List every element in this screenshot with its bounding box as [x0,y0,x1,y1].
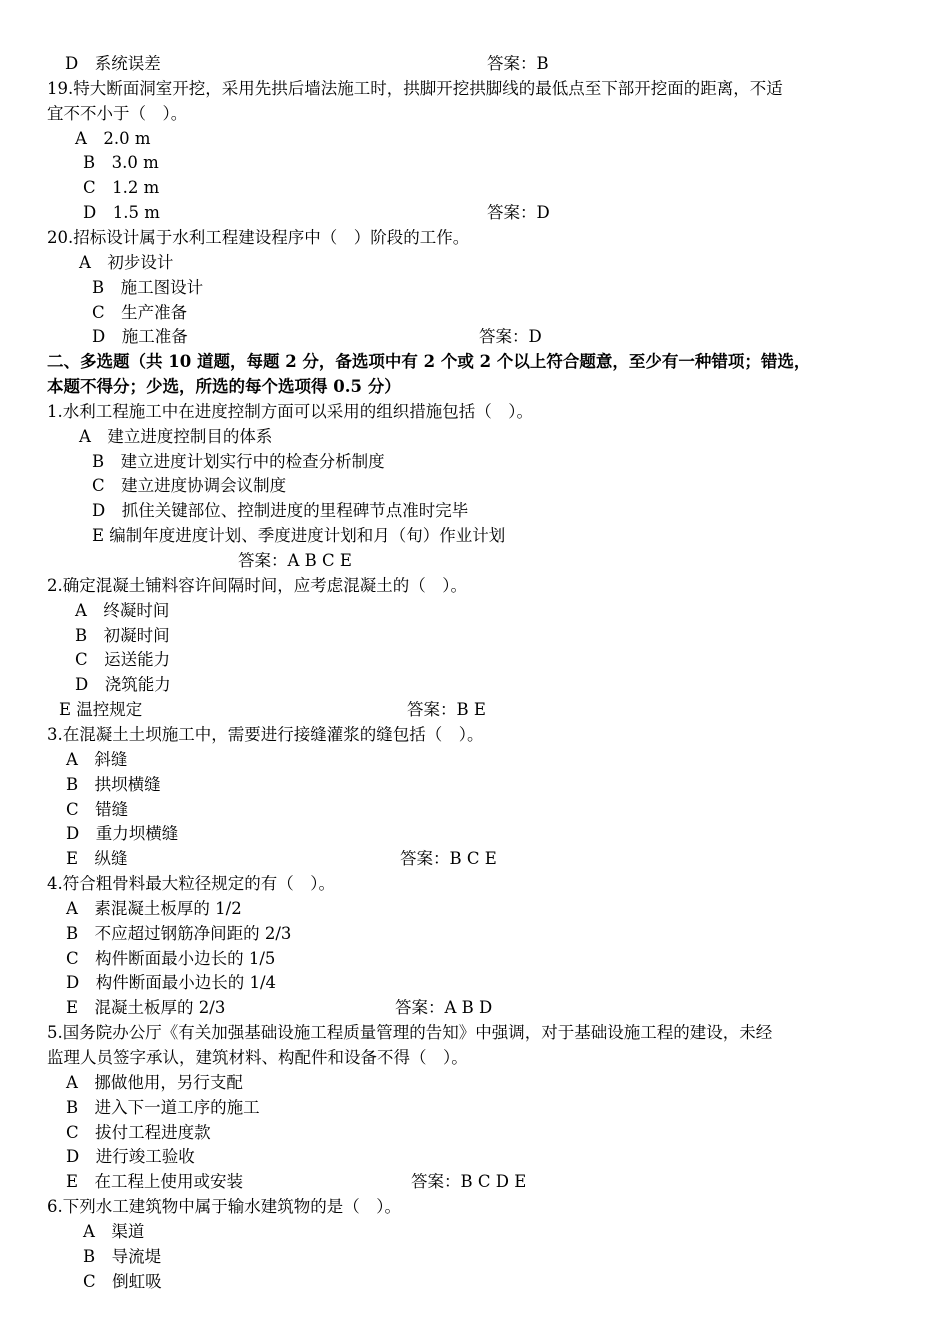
text-run: B 施工图设计 [92,277,204,297]
text-run: E 编制年度进度计划、季度进度计划和月（旬）作业计划 [92,526,506,546]
text-run: 5.国务院办公厅《有关加强基础设施工程质量管理的告知》中强调，对于基础设施工程的建设，未经 [47,1023,773,1043]
text-run: 答案：A B D [395,998,493,1018]
text-run: 答案：B C D E [411,1172,527,1192]
text-run: E 纵缝 [66,849,128,869]
text-run: C 1.2 m [83,178,160,198]
text-run: D 浇筑能力 [75,675,171,695]
text-run: C 运送能力 [75,650,171,670]
text-run: 答案：D [479,327,542,347]
text-run: C 倒虹吸 [83,1271,162,1291]
text-run: A 挪做他用，另行支配 [66,1072,243,1092]
text-run: B 初凝时间 [75,625,170,645]
text-run: A 斜缝 [66,749,128,769]
text-run: E 温控规定 [59,700,143,720]
text-run: 答案：A B C E [238,551,352,570]
text-run: 监理人员签字承认，建筑材料、构配件和设备不得（ ）。 [47,1048,468,1067]
text-run: D 施工准备 [92,327,188,347]
text-run: 答案：B E [407,700,486,720]
text-run: 6.下列水工建筑物中属于输水建筑物的是（ ）。 [47,1197,401,1217]
text-run: D 构件断面最小边长的 1/4 [66,973,277,993]
text-run: A 终凝时间 [75,600,170,620]
text-run: D 进行竣工验收 [66,1147,195,1167]
text-run: C 错缝 [66,799,129,819]
text-run: B 进入下一道工序的施工 [66,1097,260,1117]
text-run: 4.符合粗骨料最大粒径规定的有（ ）。 [47,874,335,894]
text-run: A 素混凝土板厚的 1/2 [66,898,242,918]
text-run: 答案：B [487,54,549,73]
text-run: A 2.0 m [75,128,151,148]
text-run: D 抓住关键部位、控制进度的里程碑节点准时完毕 [92,501,469,521]
text-run: A 渠道 [83,1221,145,1241]
text-run: 本题不得分；少选，所选的每个选项得 0.5 分） [47,377,401,397]
text-run: 3.在混凝土土坝施工中，需要进行接缝灌浆的缝包括（ ）。 [47,724,484,744]
text-run: 二、多选题（共 10 道题，每题 2 分，备选项中有 2 个或 2 个以上符合题意，至少有一种错项；错选， [47,352,811,372]
text-run: 答案：B C E [400,849,497,869]
text-run: D 系统误差 [65,54,161,73]
text-run: B 拱坝横缝 [66,774,161,794]
text-run: C 生产准备 [92,302,188,322]
text-run: 20.招标设计属于水利工程建设程序中（ ）阶段的工作。 [47,227,470,247]
text-run: A 建立进度控制目的体系 [79,426,273,446]
text-run: 2.确定混凝土铺料容许间隔时间，应考虑混凝土的（ ）。 [47,575,467,595]
text-run: B 导流堤 [83,1246,162,1266]
text-run: 1.水利工程施工中在进度控制方面可以采用的组织措施包括（ ）。 [47,401,533,421]
text-run: B 不应超过钢筋净间距的 2/3 [66,923,292,943]
text-run: D 重力坝横缝 [66,824,179,844]
text-run: C 建立进度协调会议制度 [92,476,287,496]
text-run: 宜不不小于（ ）。 [47,103,188,123]
text-run: A 初步设计 [79,252,174,272]
text-run: B 3.0 m [83,153,159,173]
text-run: 答案：D [487,203,550,223]
text-run: D 1.5 m [83,203,160,223]
text-run: E 在工程上使用或安装 [66,1172,244,1192]
text-run: E 混凝土板厚的 2/3 [66,998,226,1018]
text-run: B 建立进度计划实行中的检查分析制度 [92,451,385,471]
text-run: C 构件断面最小边长的 1/5 [66,948,276,968]
text-run: 19.特大断面洞室开挖，采用先拱后墙法施工时，拱脚开挖拱脚线的最低点至下部开挖面的距离，不适 [47,78,783,98]
text-run: C 拔付工程进度款 [66,1122,211,1142]
